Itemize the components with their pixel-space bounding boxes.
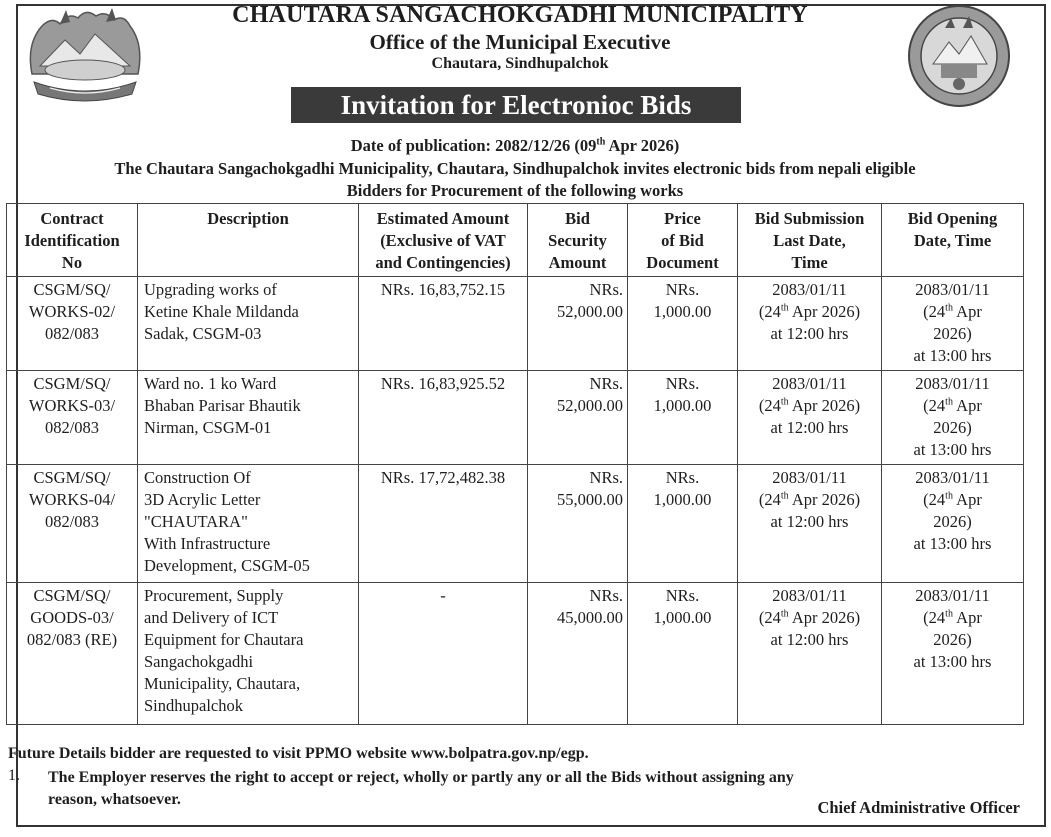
office-name: Office of the Municipal Executive bbox=[369, 30, 671, 54]
estimated-amount-value: NRs. 16,83,752.15 bbox=[380, 280, 506, 299]
column-header bbox=[528, 204, 628, 277]
office-location: Chautara, Sindhupalchok bbox=[431, 55, 609, 72]
opening-year: 2026) bbox=[933, 630, 972, 649]
submission-date-cell bbox=[738, 465, 882, 583]
estimated-amount-value: NRs. 17,72,482.38 bbox=[380, 468, 506, 487]
contract-id-line: GOODS-03/ bbox=[30, 608, 114, 627]
contract-id-line: WORKS-02/ bbox=[28, 302, 116, 321]
opening-date-cell bbox=[882, 583, 1024, 725]
document-price-line: NRs. bbox=[665, 280, 700, 299]
submission-date: 2083/01/11 bbox=[772, 468, 847, 487]
column-header-line: (Exclusive of VAT bbox=[380, 231, 506, 250]
opening-ad-date: (24th Apr bbox=[923, 396, 982, 415]
document-price-line: 1,000.00 bbox=[653, 490, 712, 509]
opening-date: 2083/01/11 bbox=[915, 280, 990, 299]
estimated-amount-cell bbox=[359, 277, 528, 371]
contract-id-cell bbox=[7, 465, 138, 583]
description-line: Sangachokgadhi bbox=[144, 652, 254, 671]
table-row bbox=[7, 371, 1024, 465]
column-header-line: Last Date, bbox=[773, 231, 846, 250]
bid-security-line: NRs. bbox=[589, 586, 623, 605]
table-header-row bbox=[7, 204, 1024, 277]
document-price-cell bbox=[628, 465, 738, 583]
description-line: Nirman, CSGM-01 bbox=[144, 418, 272, 437]
submission-date: 2083/01/11 bbox=[772, 280, 847, 299]
opening-time: at 13:00 hrs bbox=[913, 534, 992, 553]
opening-time: at 13:00 hrs bbox=[913, 440, 992, 459]
bid-security-line: 52,000.00 bbox=[557, 302, 623, 321]
intro-line-2: Bidders for Procurement of the following works bbox=[346, 181, 684, 200]
column-header-line: and Contingencies) bbox=[375, 253, 511, 272]
contract-id-line: 082/083 bbox=[44, 512, 100, 531]
description-line: Upgrading works of bbox=[144, 280, 277, 299]
description-line: Ketine Khale Mildanda bbox=[144, 302, 299, 321]
opening-ad-date: (24th Apr bbox=[923, 490, 982, 509]
column-header-line: Amount bbox=[548, 253, 607, 272]
opening-year: 2026) bbox=[933, 418, 972, 437]
submission-ad-date: (24th Apr 2026) bbox=[758, 608, 861, 627]
submission-ad-date: (24th Apr 2026) bbox=[758, 302, 861, 321]
column-header bbox=[628, 204, 738, 277]
contract-id-line: WORKS-04/ bbox=[28, 490, 116, 509]
publication-date: Date of publication: 2082/12/26 (09th Apr 2026) bbox=[350, 136, 680, 155]
bid-security-line: 45,000.00 bbox=[557, 608, 623, 627]
bid-security-line: 52,000.00 bbox=[557, 396, 623, 415]
description-line: 3D Acrylic Letter bbox=[144, 490, 261, 509]
description-cell bbox=[138, 583, 359, 725]
document-price-line: 1,000.00 bbox=[653, 608, 712, 627]
opening-date-cell bbox=[882, 371, 1024, 465]
bid-security-cell bbox=[528, 371, 628, 465]
notice-banner-title: Invitation for Electronioc Bids bbox=[291, 87, 741, 123]
submission-date-cell bbox=[738, 583, 882, 725]
contract-id-line: 082/083 bbox=[44, 418, 100, 437]
column-header bbox=[138, 204, 359, 277]
opening-date: 2083/01/11 bbox=[915, 468, 990, 487]
description-line: Sadak, CSGM-03 bbox=[144, 324, 262, 343]
intro-line-1: The Chautara Sangachokgadhi Municipality, Chautara, Sindhupalchok invites electronic bids from nepali eligible bbox=[114, 159, 916, 178]
document-price-line: NRs. bbox=[665, 468, 700, 487]
contract-id-cell bbox=[7, 583, 138, 725]
submission-date: 2083/01/11 bbox=[772, 586, 847, 605]
contract-id-line: CSGM/SQ/ bbox=[33, 280, 111, 299]
description-line: Sindhupalchok bbox=[144, 696, 243, 715]
document-price-cell bbox=[628, 371, 738, 465]
document-price-cell bbox=[628, 277, 738, 371]
description-cell bbox=[138, 465, 359, 583]
column-header bbox=[359, 204, 528, 277]
column-header-line: Bid Submission bbox=[754, 209, 865, 228]
document-price-line: 1,000.00 bbox=[653, 396, 712, 415]
estimated-amount-cell bbox=[359, 583, 528, 725]
bid-security-cell bbox=[528, 277, 628, 371]
description-line: Equipment for Chautara bbox=[144, 630, 304, 649]
document-price-cell bbox=[628, 583, 738, 725]
submission-time: at 12:00 hrs bbox=[770, 418, 849, 437]
column-header-line: Price bbox=[664, 209, 701, 228]
contract-id-line: WORKS-03/ bbox=[28, 396, 116, 415]
column-header-line: Security bbox=[548, 231, 607, 250]
document-price-line: NRs. bbox=[665, 586, 700, 605]
contract-id-line: CSGM/SQ/ bbox=[33, 468, 111, 487]
submission-ad-date: (24th Apr 2026) bbox=[758, 396, 861, 415]
bids-table bbox=[6, 203, 1024, 725]
description-line: Procurement, Supply bbox=[144, 586, 284, 605]
submission-time: at 12:00 hrs bbox=[770, 324, 849, 343]
intro-text bbox=[10, 158, 1020, 202]
submission-ad-date: (24th Apr 2026) bbox=[758, 490, 861, 509]
estimated-amount-value: - bbox=[440, 586, 446, 605]
column-header-line: Contract bbox=[40, 209, 104, 228]
opening-time: at 13:00 hrs bbox=[913, 652, 992, 671]
column-header-line: Document bbox=[646, 253, 719, 272]
contract-id-line: 082/083 (RE) bbox=[26, 630, 118, 649]
document-price-line: NRs. bbox=[665, 374, 700, 393]
note-number: 1. bbox=[8, 767, 20, 784]
description-line: Development, CSGM-05 bbox=[144, 556, 310, 575]
bid-security-line: NRs. bbox=[589, 280, 623, 299]
bid-security-line: 55,000.00 bbox=[557, 490, 623, 509]
nepal-emblem-icon bbox=[20, 4, 150, 104]
opening-year: 2026) bbox=[933, 324, 972, 343]
description-cell bbox=[138, 371, 359, 465]
description-line: With Infrastructure bbox=[144, 534, 271, 553]
description-line: Construction Of bbox=[144, 468, 251, 487]
estimated-amount-cell bbox=[359, 465, 528, 583]
column-header-line: Date, Time bbox=[913, 231, 992, 250]
opening-date: 2083/01/11 bbox=[915, 586, 990, 605]
opening-date-cell bbox=[882, 465, 1024, 583]
ppmo-details-note: Future Details bidder are requested to visit PPMO website www.bolpatra.gov.np/egp. bbox=[8, 745, 589, 762]
table-row bbox=[7, 465, 1024, 583]
column-header-line: Bid Opening bbox=[907, 209, 998, 228]
description-line: Bhaban Parisar Bhautik bbox=[144, 396, 301, 415]
column-header bbox=[7, 204, 138, 277]
note-line-2: reason, whatsoever. bbox=[48, 791, 181, 808]
opening-time: at 13:00 hrs bbox=[913, 346, 992, 365]
note-line-1: The Employer reserves the right to accept or reject, wholly or partly any or all the Bids without assigning any bbox=[48, 769, 794, 786]
contract-id-line: CSGM/SQ/ bbox=[33, 374, 111, 393]
signer-title: Chief Administrative Officer bbox=[817, 798, 1020, 817]
column-header-line: Time bbox=[791, 253, 828, 272]
bid-security-cell bbox=[528, 583, 628, 725]
submission-time: at 12:00 hrs bbox=[770, 512, 849, 531]
submission-time: at 12:00 hrs bbox=[770, 630, 849, 649]
opening-date: 2083/01/11 bbox=[915, 374, 990, 393]
description-cell bbox=[138, 277, 359, 371]
opening-ad-date: (24th Apr bbox=[923, 302, 982, 321]
column-header bbox=[738, 204, 882, 277]
bid-security-line: NRs. bbox=[589, 374, 623, 393]
table-row bbox=[7, 583, 1024, 725]
contract-id-line: CSGM/SQ/ bbox=[33, 586, 111, 605]
description-line: "CHAUTARA" bbox=[144, 512, 248, 531]
opening-ad-date: (24th Apr bbox=[923, 608, 982, 627]
column-header-line: Bid bbox=[565, 209, 590, 228]
submission-date-cell bbox=[738, 277, 882, 371]
document-price-line: 1,000.00 bbox=[653, 302, 712, 321]
column-header-line: Estimated Amount bbox=[376, 209, 510, 228]
description-line: and Delivery of ICT bbox=[144, 608, 279, 627]
contract-id-line: 082/083 bbox=[44, 324, 100, 343]
column-header bbox=[882, 204, 1024, 277]
table-row bbox=[7, 277, 1024, 371]
estimated-amount-cell bbox=[359, 371, 528, 465]
bid-security-line: NRs. bbox=[589, 468, 623, 487]
opening-date-cell bbox=[882, 277, 1024, 371]
organization-name: CHAUTARA SANGACHOKGADHI MUNICIPALITY bbox=[232, 2, 808, 28]
description-line: Municipality, Chautara, bbox=[144, 674, 301, 693]
column-header-line: Identification bbox=[24, 231, 120, 250]
contract-id-cell bbox=[7, 371, 138, 465]
opening-year: 2026) bbox=[933, 512, 972, 531]
bid-security-cell bbox=[528, 465, 628, 583]
column-header-line: Description bbox=[207, 209, 289, 228]
submission-date-cell bbox=[738, 371, 882, 465]
column-header-line: No bbox=[61, 253, 83, 272]
submission-date: 2083/01/11 bbox=[772, 374, 847, 393]
estimated-amount-value: NRs. 16,83,925.52 bbox=[380, 374, 506, 393]
column-header-line: of Bid bbox=[661, 231, 704, 250]
contract-id-cell bbox=[7, 277, 138, 371]
description-line: Ward no. 1 ko Ward bbox=[144, 374, 277, 393]
municipality-seal-icon bbox=[905, 2, 1013, 110]
